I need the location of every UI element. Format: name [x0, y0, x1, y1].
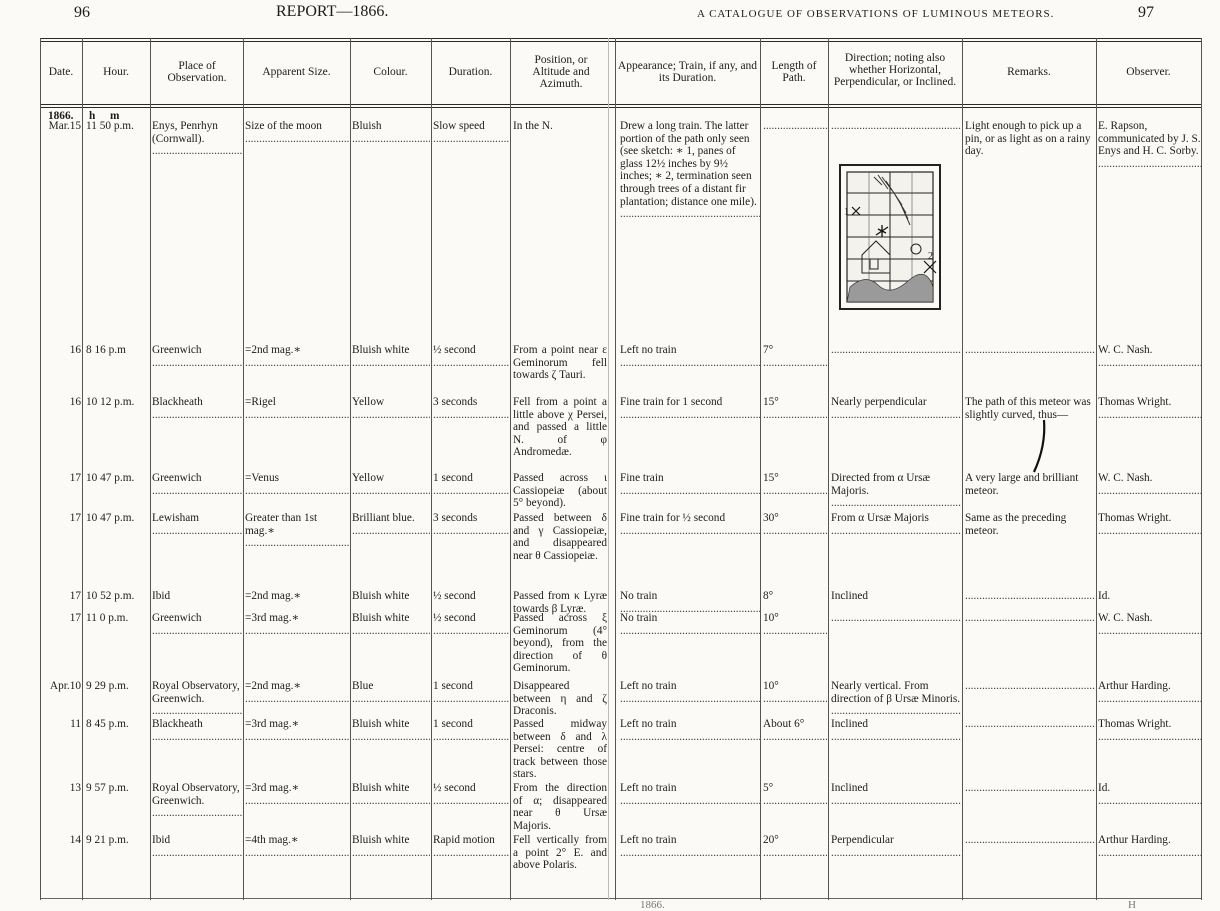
cell-hour — [86, 512, 148, 525]
cell-remarks: A very large and brilliant meteor. — [965, 472, 1079, 497]
cell-remarks — [965, 834, 1095, 847]
cell-appearance: Drew a long train. The latter portion of the path only seen (see sketch: ∗ 1, panes of glass 12½ inches by 9½ inches; ∗ 2, termination seen through trees of a distant fir plantation; distance one mile). ..... — [620, 120, 760, 221]
sketch-label-1: 1 — [844, 207, 849, 218]
cell-colour: Bluish ..... — [352, 120, 430, 145]
header-date: Date. — [48, 65, 74, 78]
cell-place: Greenwich ..... — [152, 472, 242, 497]
cell-place: Greenwich ..... — [152, 612, 242, 637]
cell-observer: W. C. Nash. ..... — [1098, 612, 1202, 637]
cell-direction — [831, 344, 961, 357]
hour-value: 10 47 — [86, 512, 115, 524]
cell-duration: 1 second ..... — [433, 472, 509, 497]
cell-colour: Bluish white ..... — [352, 718, 430, 743]
unit-hours: h — [89, 110, 96, 122]
cell-size: =2nd mag.∗ ..... — [245, 590, 349, 610]
cell-direction: Directed from α Ursæ Majoris. ..... — [831, 472, 961, 510]
cell-date: 17 — [69, 472, 81, 484]
cell-observer: Thomas Wright. ..... — [1098, 396, 1202, 421]
ampm-value: p.m. — [114, 472, 135, 484]
cell-date: 16 — [69, 344, 81, 356]
cell-appearance: Fine train ..... — [620, 472, 760, 497]
cell-place: Blackheath ..... — [152, 396, 242, 421]
cell-size: =Rigel ..... — [245, 396, 349, 421]
cell-hour — [86, 612, 148, 625]
cell-appearance: Fine train for ½ second ..... — [620, 512, 760, 537]
cell-size: =3rd mag.∗ ..... — [245, 782, 349, 807]
ampm-value: p.m. — [108, 782, 129, 794]
ampm-value: p.m. — [108, 680, 129, 692]
cell-observer: Thomas Wright. ..... — [1098, 718, 1202, 743]
cell-length: 10° ..... — [763, 612, 827, 637]
hour-value: 10 52 — [86, 590, 115, 602]
cell-colour: Yellow ..... — [352, 396, 430, 421]
header-direction: Direction; noting also whether Horizontal, Perpendicular, or Inclined. — [833, 51, 957, 89]
left-page-number: 96 — [74, 4, 90, 21]
right-running-title: A CATALOGUE OF OBSERVATIONS OF LUMINOUS METEORS. — [697, 8, 1055, 20]
cell-date: 14 — [69, 834, 81, 846]
cell-hour — [86, 680, 148, 693]
header-position: Position, or Altitude and Azimuth. — [532, 53, 590, 91]
cell-duration: Slow speed ..... — [433, 120, 509, 145]
cell-direction: Inclined ..... — [831, 782, 961, 807]
header-observer: Observer. — [1126, 65, 1171, 78]
cell-colour: Yellow ..... — [352, 472, 430, 497]
header-apparent-size: Apparent Size. — [262, 65, 331, 78]
header-place: Place of Observation. — [167, 59, 227, 84]
cell-date: 17 — [69, 612, 81, 624]
hour-value: 10 12 — [86, 396, 115, 408]
cell-direction: Nearly vertical. From direction of β Ursæ Minoris. ..... — [831, 680, 961, 716]
cell-colour: Bluish white ..... — [352, 344, 430, 369]
cell-length: 15° ..... — [763, 472, 827, 497]
cell-direction: From α Ursæ Majoris ..... — [831, 512, 961, 537]
hour-value: 9 29 — [86, 680, 109, 692]
header-appearance: Appearance; Train, if any, and its Duration. — [617, 59, 758, 84]
ampm-value: p.m. — [114, 512, 135, 524]
cell-position: Fell from a point a little above χ Persei, and passed a little N. of φ Andromedæ. — [513, 396, 607, 459]
cell-position: Passed from κ Lyræ towards β Lyræ. — [513, 590, 607, 615]
cell-size: =Venus ..... — [245, 472, 349, 497]
cell-duration: 1 second ..... — [433, 718, 509, 743]
cell-remarks — [965, 590, 1095, 603]
cell-hour — [86, 344, 148, 357]
cell-colour: Brilliant blue. ..... — [352, 512, 430, 537]
cell-appearance: Fine train for 1 second ..... — [620, 396, 760, 421]
cell-duration: 3 seconds ..... — [433, 396, 509, 421]
cell-remarks: Light enough to pick up a pin, or as light as on a rainy day. — [965, 120, 1091, 158]
header-length: Length of Path. — [771, 59, 817, 84]
cell-observer: Thomas Wright. ..... — [1098, 512, 1202, 537]
cell-size: =3rd mag.∗ ..... — [245, 612, 349, 637]
cell-colour: Blue ..... — [352, 680, 430, 705]
cell-length: 10° ..... — [763, 680, 827, 705]
hour-value: 11 0 — [86, 612, 109, 624]
cell-place: Ibid ..... — [152, 590, 242, 610]
header-hour: Hour. — [103, 65, 129, 78]
cell-observer: W. C. Nash. ..... — [1098, 472, 1202, 497]
cell-date: 17 — [69, 512, 81, 524]
header-duration: Duration. — [448, 65, 493, 78]
cell-remarks: Same as the preceding meteor. — [965, 512, 1067, 537]
cell-observer: E. Rapson, communicated by J. S. Enys and H. C. Sorby. ..... — [1098, 120, 1202, 170]
hour-value: 11 50 — [86, 120, 114, 132]
right-page-number: 97 — [1138, 4, 1154, 21]
cell-size: =3rd mag.∗ ..... — [245, 718, 349, 743]
year-label: 1866. — [48, 110, 74, 122]
cell-position: In the N. — [513, 120, 553, 132]
cell-date: Mar.15 — [48, 120, 81, 132]
cell-place: Greenwich ..... — [152, 344, 242, 369]
cell-place: Royal Observatory, Greenwich. ..... — [152, 782, 242, 820]
ampm-value: p.m — [108, 344, 126, 356]
cell-length: 15° ..... — [763, 396, 827, 421]
cell-observer: W. C. Nash. ..... — [1098, 344, 1202, 369]
hour-value: 8 45 — [86, 718, 109, 730]
cell-length: About 6° ..... — [763, 718, 827, 743]
cell-position: Passed across ξ Geminorum (4° beyond), from the direction of θ Geminorum. — [513, 612, 607, 675]
cell-duration: ½ second ..... — [433, 612, 509, 637]
cell-appearance: Left no train ..... — [620, 680, 760, 705]
cell-colour: Bluish white ..... — [352, 590, 430, 610]
cell-size: Greater than 1st mag.∗ ..... — [245, 512, 349, 550]
cell-place: Royal Observatory, Greenwich. ..... — [152, 680, 242, 716]
cell-duration: Rapid motion ..... — [433, 834, 509, 859]
cell-direction: Nearly perpendicular ..... — [831, 396, 961, 421]
footer-signature: H — [1128, 899, 1136, 911]
cell-hour — [86, 472, 148, 485]
cell-position: From the direction of α; disappeared near θ Ursæ Majoris. — [513, 782, 607, 832]
cell-hour — [86, 590, 148, 603]
cell-appearance: Left no train ..... — [620, 344, 760, 369]
cell-date: 17 — [69, 590, 81, 602]
cell-position: Passed between δ and γ Cassiopeiæ, and disappeared near θ Cassiopeiæ. — [513, 512, 607, 562]
cell-observer: Arthur Harding. ..... — [1098, 834, 1202, 859]
curved-path-sketch — [1030, 418, 1050, 474]
cell-observer: Id. ..... — [1098, 590, 1202, 610]
cell-remarks: The path of this meteor was slightly curved, thus— — [965, 396, 1091, 421]
cell-position: Passed midway between δ and λ Persei: centre of track between those stars. — [513, 718, 607, 781]
cell-position: From a point near ε Geminorum fell towards ζ Tauri. — [513, 344, 607, 382]
cell-colour: Bluish white ..... — [352, 612, 430, 637]
cell-direction — [831, 120, 961, 133]
cell-size: Size of the moon ..... — [245, 120, 349, 145]
hour-value: 9 57 — [86, 782, 109, 794]
cell-colour: Bluish white ..... — [352, 834, 430, 859]
ampm-value: p.m. — [108, 718, 129, 730]
cell-appearance: No train ..... — [620, 612, 760, 637]
sketch-label-2: 2 — [928, 251, 933, 262]
cell-hour — [86, 834, 148, 847]
cell-date: 16 — [69, 396, 81, 408]
cell-position: Disappeared between η and ζ Draconis. — [513, 680, 607, 718]
cell-duration: ½ second ..... — [433, 344, 509, 369]
cell-hour — [86, 718, 148, 731]
cell-hour — [86, 782, 148, 795]
cell-size: =2nd mag.∗ ..... — [245, 344, 349, 369]
cell-remarks — [965, 344, 1095, 357]
cell-length: 20° ..... — [763, 834, 827, 859]
cell-direction: Inclined ..... — [831, 590, 961, 610]
header-colour: Colour. — [373, 65, 408, 78]
cell-length: 7° ..... — [763, 344, 827, 369]
cell-place: Ibid ..... — [152, 834, 242, 859]
cell-place: Blackheath ..... — [152, 718, 242, 743]
hour-value: 9 21 — [86, 834, 109, 846]
meteor-catalogue-table — [40, 38, 1202, 900]
cell-observer: Id. ..... — [1098, 782, 1202, 807]
cell-observer: Arthur Harding. ..... — [1098, 680, 1202, 705]
cell-duration: ½ second ..... — [433, 782, 509, 807]
cell-position: Passed across ι Cassiopeiæ (about 5° beyond). — [513, 472, 607, 510]
footer-year: 1866. — [640, 899, 665, 911]
cell-hour — [86, 120, 148, 133]
window-sketch-figure — [838, 163, 943, 313]
cell-appearance: Left no train ..... — [620, 782, 760, 807]
ampm-value: p.m. — [113, 120, 134, 132]
cell-direction: Inclined ..... — [831, 718, 961, 743]
cell-remarks — [965, 612, 1095, 625]
left-running-title: REPORT—1866. — [276, 3, 389, 20]
cell-date: 13 — [69, 782, 81, 794]
cell-remarks — [965, 680, 1095, 693]
ampm-value: p.m. — [114, 396, 135, 408]
cell-length: 5° ..... — [763, 782, 827, 807]
cell-hour — [86, 396, 148, 409]
cell-length: 30° ..... — [763, 512, 827, 537]
ampm-value: p.m. — [108, 612, 129, 624]
cell-date: 11 — [70, 718, 81, 730]
cell-appearance: No train ..... — [620, 590, 760, 615]
cell-colour: Bluish white ..... — [352, 782, 430, 807]
cell-direction — [831, 612, 961, 625]
cell-appearance: Left no train ..... — [620, 718, 760, 743]
cell-remarks — [965, 782, 1095, 795]
cell-date: Apr.10 — [49, 680, 81, 692]
cell-appearance: Left no train ..... — [620, 834, 760, 859]
unit-minutes: m — [110, 110, 120, 122]
cell-size: =2nd mag.∗ ..... — [245, 680, 349, 705]
ampm-value: p.m. — [108, 834, 129, 846]
cell-duration: ½ second ..... — [433, 590, 509, 610]
cell-length — [763, 120, 827, 133]
hour-value: 8 16 — [86, 344, 109, 356]
cell-place: Lewisham ..... — [152, 512, 242, 537]
cell-position: Fell vertically from a point 2° E. and above Polaris. — [513, 834, 607, 872]
header-remarks: Remarks. — [1007, 65, 1051, 78]
cell-length: 8° ..... — [763, 590, 827, 610]
cell-size: =4th mag.∗ ..... — [245, 834, 349, 859]
cell-duration: 3 seconds ..... — [433, 512, 509, 537]
cell-direction: Perpendicular ..... — [831, 834, 961, 859]
ampm-value: p.m. — [114, 590, 135, 602]
hour-value: 10 47 — [86, 472, 115, 484]
cell-duration: 1 second ..... — [433, 680, 509, 705]
cell-place: Enys, Penrhyn (Cornwall). ..... — [152, 120, 242, 158]
cell-remarks — [965, 718, 1095, 731]
